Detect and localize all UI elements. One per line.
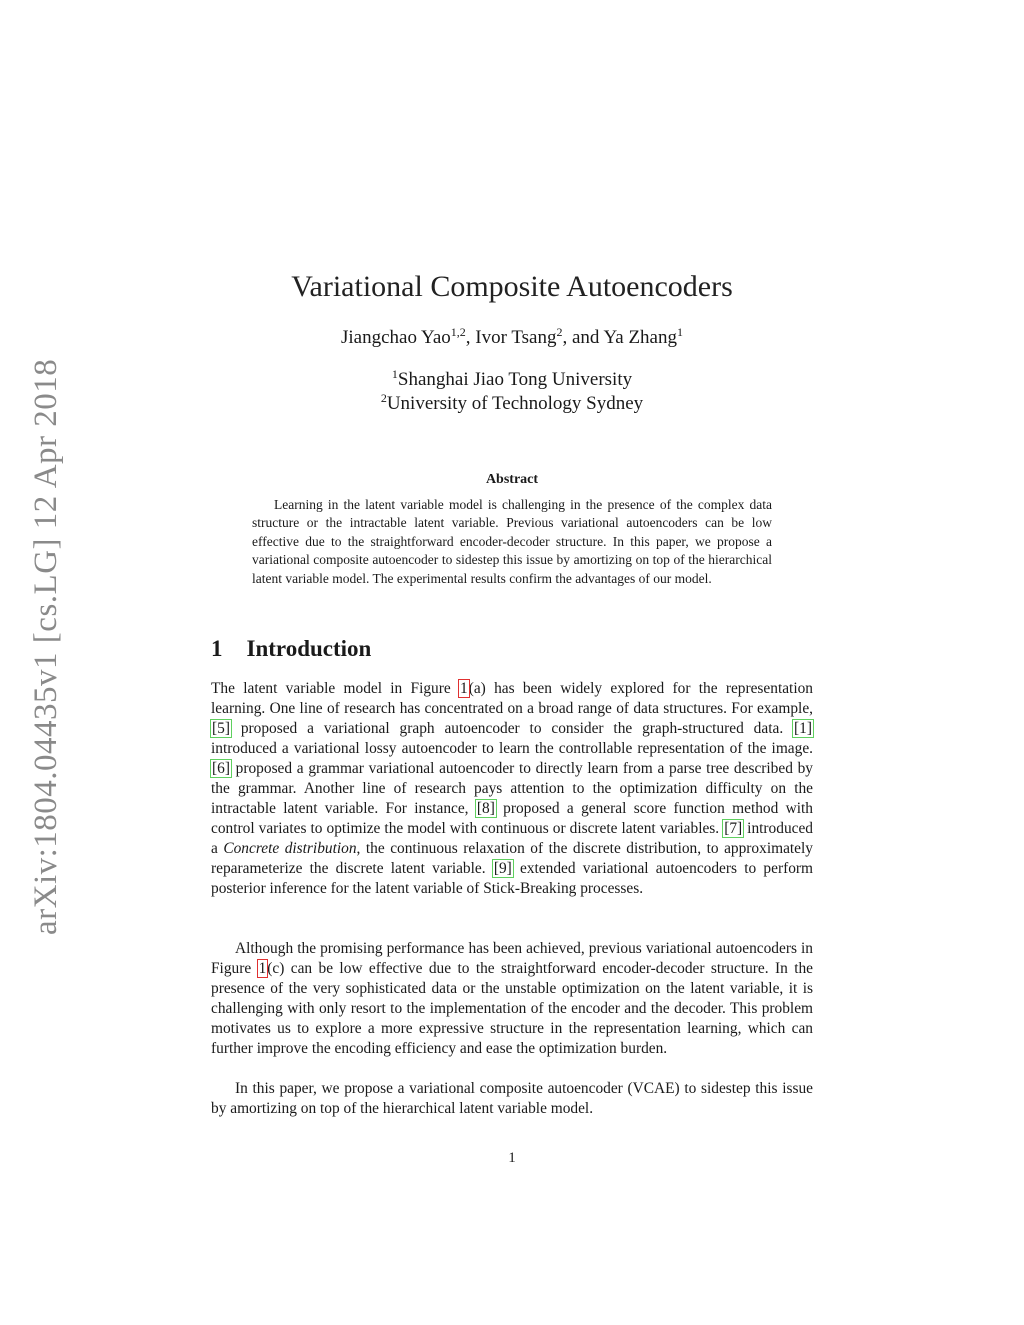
author-affiliation-mark: 1,2 — [450, 325, 466, 339]
concrete-distribution-term: Concrete distribution — [223, 840, 357, 857]
affiliation-name: University of Technology Sydney — [386, 393, 644, 414]
affiliation-line — [0, 368, 1024, 392]
affiliation-name: Shanghai Jiao Tong University — [397, 369, 633, 390]
citation-9-link[interactable]: [9] — [493, 860, 512, 877]
intro-paragraph-1 — [211, 679, 813, 899]
text-run: extended variational autoencoders to perform posterior inference for the latent variable of Stick-Breaking processes. — [211, 860, 813, 897]
citation-1-link[interactable]: [1] — [794, 720, 812, 737]
author-affiliation-mark: 1 — [676, 325, 683, 339]
author-name: Jiangchao Yao — [341, 327, 451, 348]
text-run: proposed a variational graph autoencoder to consider the graph-structured data. — [230, 720, 794, 737]
text-run: proposed a general score function method with control variates to optimize the model with continuous or discrete latent variables. — [211, 800, 813, 837]
text-run: , the continuous relaxation of the discrete distribution, to approximately reparameterize the discrete latent variable. — [211, 840, 813, 877]
intro-paragraph-2 — [211, 939, 813, 1059]
affiliation-mark: 1 — [391, 367, 398, 381]
affiliation-line — [0, 392, 1024, 416]
page-number: 1 — [508, 1150, 516, 1166]
text-run: The latent variable model in Figure — [211, 680, 459, 697]
author-name: Ivor Tsang — [475, 327, 557, 348]
figure-1-reference-link[interactable]: 1 — [460, 680, 468, 697]
affiliation-list — [0, 368, 1024, 416]
section-heading — [211, 636, 371, 662]
citation-6-link[interactable]: [6] — [212, 760, 230, 777]
text-run: (a) has been widely explored for the representation learning. One line of research has concentrated on a broad range of data structures. For example, — [211, 680, 813, 717]
author-list — [0, 327, 1024, 349]
text-run: proposed a grammar variational autoencoder to directly learn from a parse tree described by the grammar. Another line of research pays attention to the optimization difficulty on the intractable latent variable. For instance, — [211, 760, 813, 817]
author-affiliation-mark: 2 — [556, 325, 563, 339]
citation-7-link[interactable]: [7] — [724, 820, 743, 837]
affiliation-mark: 2 — [380, 391, 387, 405]
section-title: Introduction — [246, 636, 372, 661]
citation-8-link[interactable]: [8] — [476, 800, 495, 817]
abstract-heading: Abstract — [485, 472, 539, 487]
author-name: Ya Zhang — [603, 327, 677, 348]
text-run: introduced a — [211, 820, 813, 857]
text-run: Although the promising performance has been achieved, previous variational autoencoders in Figure — [211, 940, 813, 977]
author-separator: , and — [562, 327, 604, 348]
citation-5-link[interactable]: [5] — [212, 720, 230, 737]
author-separator: , — [465, 327, 476, 348]
intro-paragraph-3: In this paper, we propose a variational composite autoencoder (VCAE) to sidestep this issue by amortizing on top of the hierarchical latent variable model. — [211, 1080, 813, 1117]
paper-title: Variational Composite Autoencoders — [291, 270, 733, 303]
text-run: (c) can be low effective due to the straightforward encoder-decoder structure. In the presence of the very sophisticated data or the unstable optimization on the latent variable, it is challenging with only resort to the implementation of the encoder and the decoder. This problem motivates us to explore a more expressive structure in the representation learning, which can further improve the encoding efficiency and ease the optimization burden. — [211, 960, 813, 1057]
figure-1-reference-link[interactable]: 1 — [258, 960, 267, 977]
section-number: 1 — [211, 636, 223, 661]
abstract-text: Learning in the latent variable model is challenging in the presence of the complex data structure or the intractable latent variable. Previous variational autoencoders can be low effective due to the straightforward encoder-decoder structure. In this paper, we propose a variational composite autoencoder to sidestep this issue by amortizing on top of the hierarchical latent variable model. The experimental results confirm the advantages of our model. — [252, 497, 772, 586]
arxiv-identifier-stamp: arXiv:1804.04435v1 [cs.LG] 12 Apr 2018 — [28, 358, 64, 935]
text-run: introduced a variational lossy autoencoder to learn the controllable representation of the image. — [211, 740, 813, 757]
